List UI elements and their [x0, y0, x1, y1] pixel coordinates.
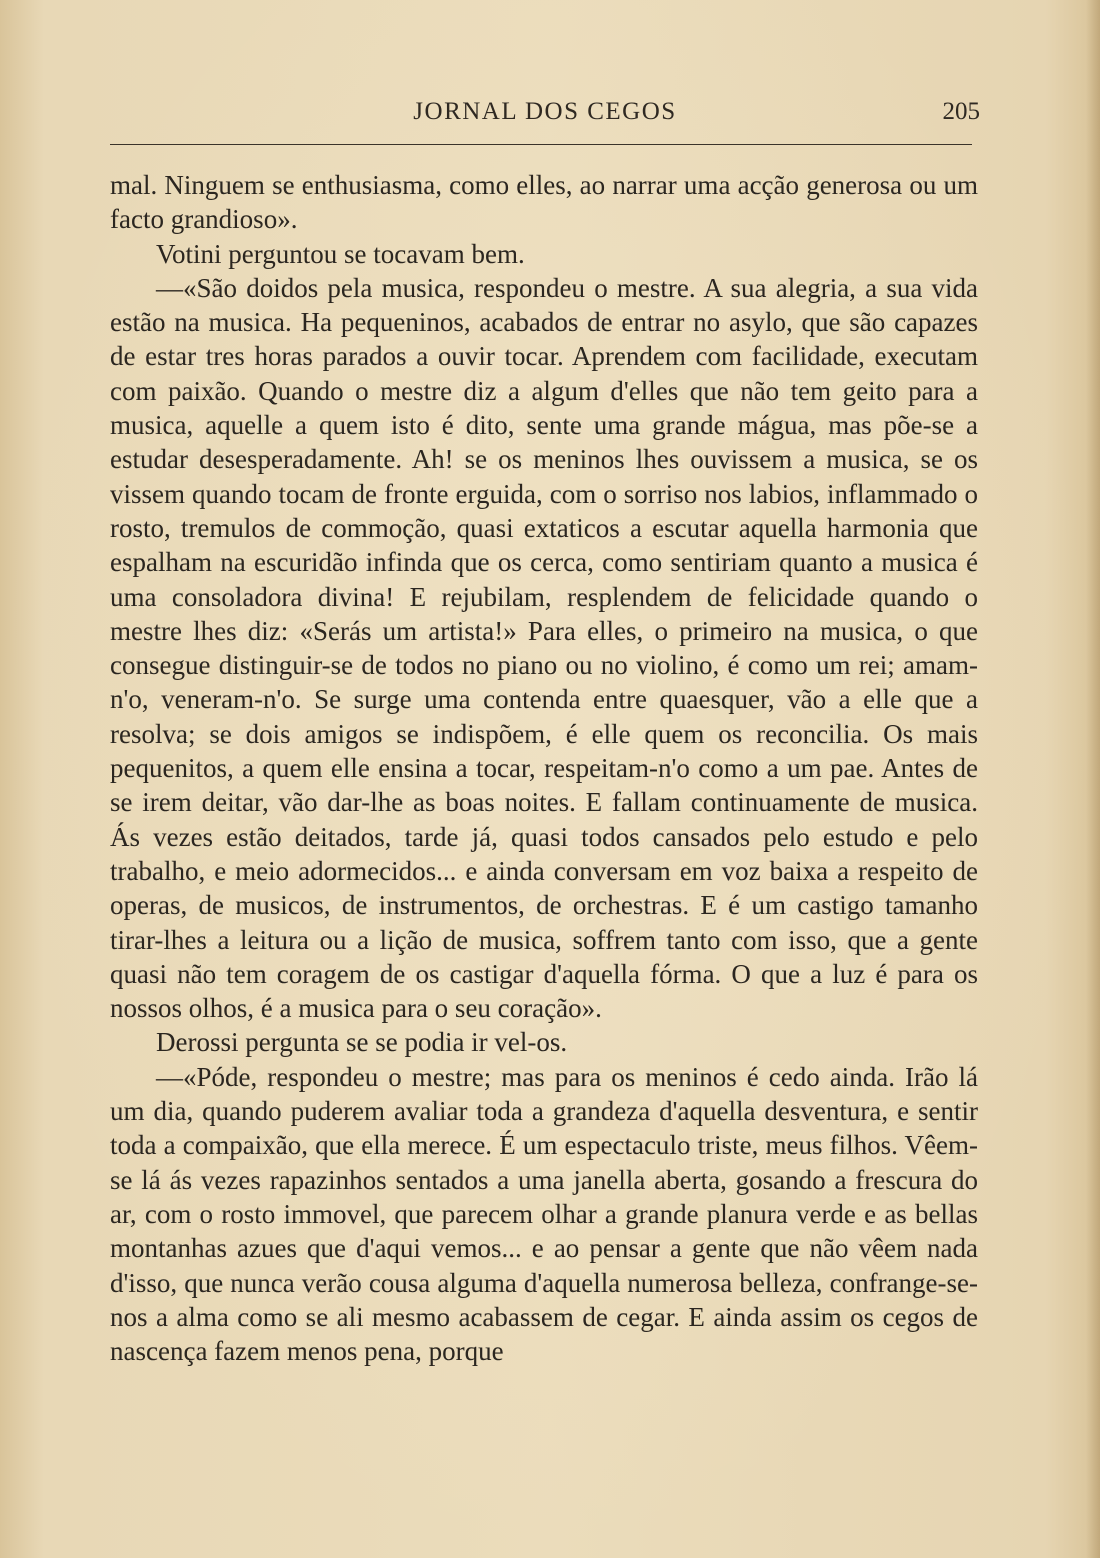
page-header	[110, 98, 980, 138]
header-rule	[110, 144, 972, 145]
paragraph: Derossi pergunta se se podia ir vel-os.	[156, 1027, 568, 1058]
page-number: 205	[942, 98, 980, 125]
paragraph: —«Póde, respondeu o mestre; mas para os meninos é cedo ainda. Irão lá um dia, quando puderem avaliar toda a grandeza d'aquella desventura, e sentir toda a compaixão, que ella merece. É um espectaculo triste, meus filhos. Vêem-se lá ás vezes rapazinhos sentados a uma janella aberta, gosando a frescura do ar, com o rosto immovel, que parecem olhar a grande planura verde e as bellas montanhas azues que d'aqui vemos... e ao pensar a gente que não vêem nada d'isso, que nunca verão cousa alguma d'aquella numerosa belleza, confrange-se-nos a alma como se ali mesmo acabassem de cegar. E ainda assim os cegos de nascença fazem menos pena, porque	[110, 1061, 978, 1367]
paragraph: —«São doidos pela musica, respondeu o mestre. A sua alegria, a sua vida estão na musica. Ha pequeninos, acabados de entrar no asylo, que são capazes de estar tres horas parados a ouvir tocar. Aprendem com facilidade, executam com paixão. Quando o mestre diz a algum d'elles que não tem geito para a musica, aquelle a quem isto é dito, sente uma grande mágua, mas põe-se a estudar desesperadamente. Ah! se os meninos lhes ouvissem a musica, se os vissem quando tocam de fronte erguida, com o sorriso nos labios, inflammado o rosto, tremulos de commoção, quasi extaticos a escutar aquella harmonia que espalham na escuridão infinda que os cerca, como sentiriam quanto a musica é uma consoladora divina! E rejubilam, resplendem de felicidade quando o mestre lhes diz: «Serás um artista!» Para elles, o primeiro na musica, o que consegue distinguir-se de todos no piano ou no violino, é como um rei; amam-n'o, veneram-n'o. Se surge uma contenda entre quaesquer, vão a elle que a resolva; se dois amigos se indispõem, é elle quem os reconcilia. Os mais pequenitos, a quem elle ensina a tocar, respeitam-n'o como a um pae. Antes de se irem deitar, vão dar-lhe as boas noites. E fallam continuamente de musica. Ás vezes estão deitados, tarde já, quasi todos cansados pelo estudo e pelo trabalho, e meio adormecidos... e ainda conversam em voz baixa a respeito de operas, de musicos, de instrumentos, de orchestras. E é um castigo tamanho tirar-lhes a leitura ou a lição de musica, soffrem tanto com isso, que a gente quasi não tem coragem de os castigar d'aquella fórma. O que a luz é para os nossos olhos, é a musica para o seu coração».	[110, 272, 978, 1024]
body-text	[110, 168, 978, 1368]
page-edge-shadow	[1086, 0, 1100, 1558]
running-title: JORNAL DOS CEGOS	[413, 98, 677, 125]
paragraph-continued: mal. Ninguem se enthusiasma, como elles, ao narrar uma acção generosa ou um facto grandioso».	[110, 170, 978, 235]
paragraph: Votini perguntou se tocavam bem.	[156, 238, 525, 269]
